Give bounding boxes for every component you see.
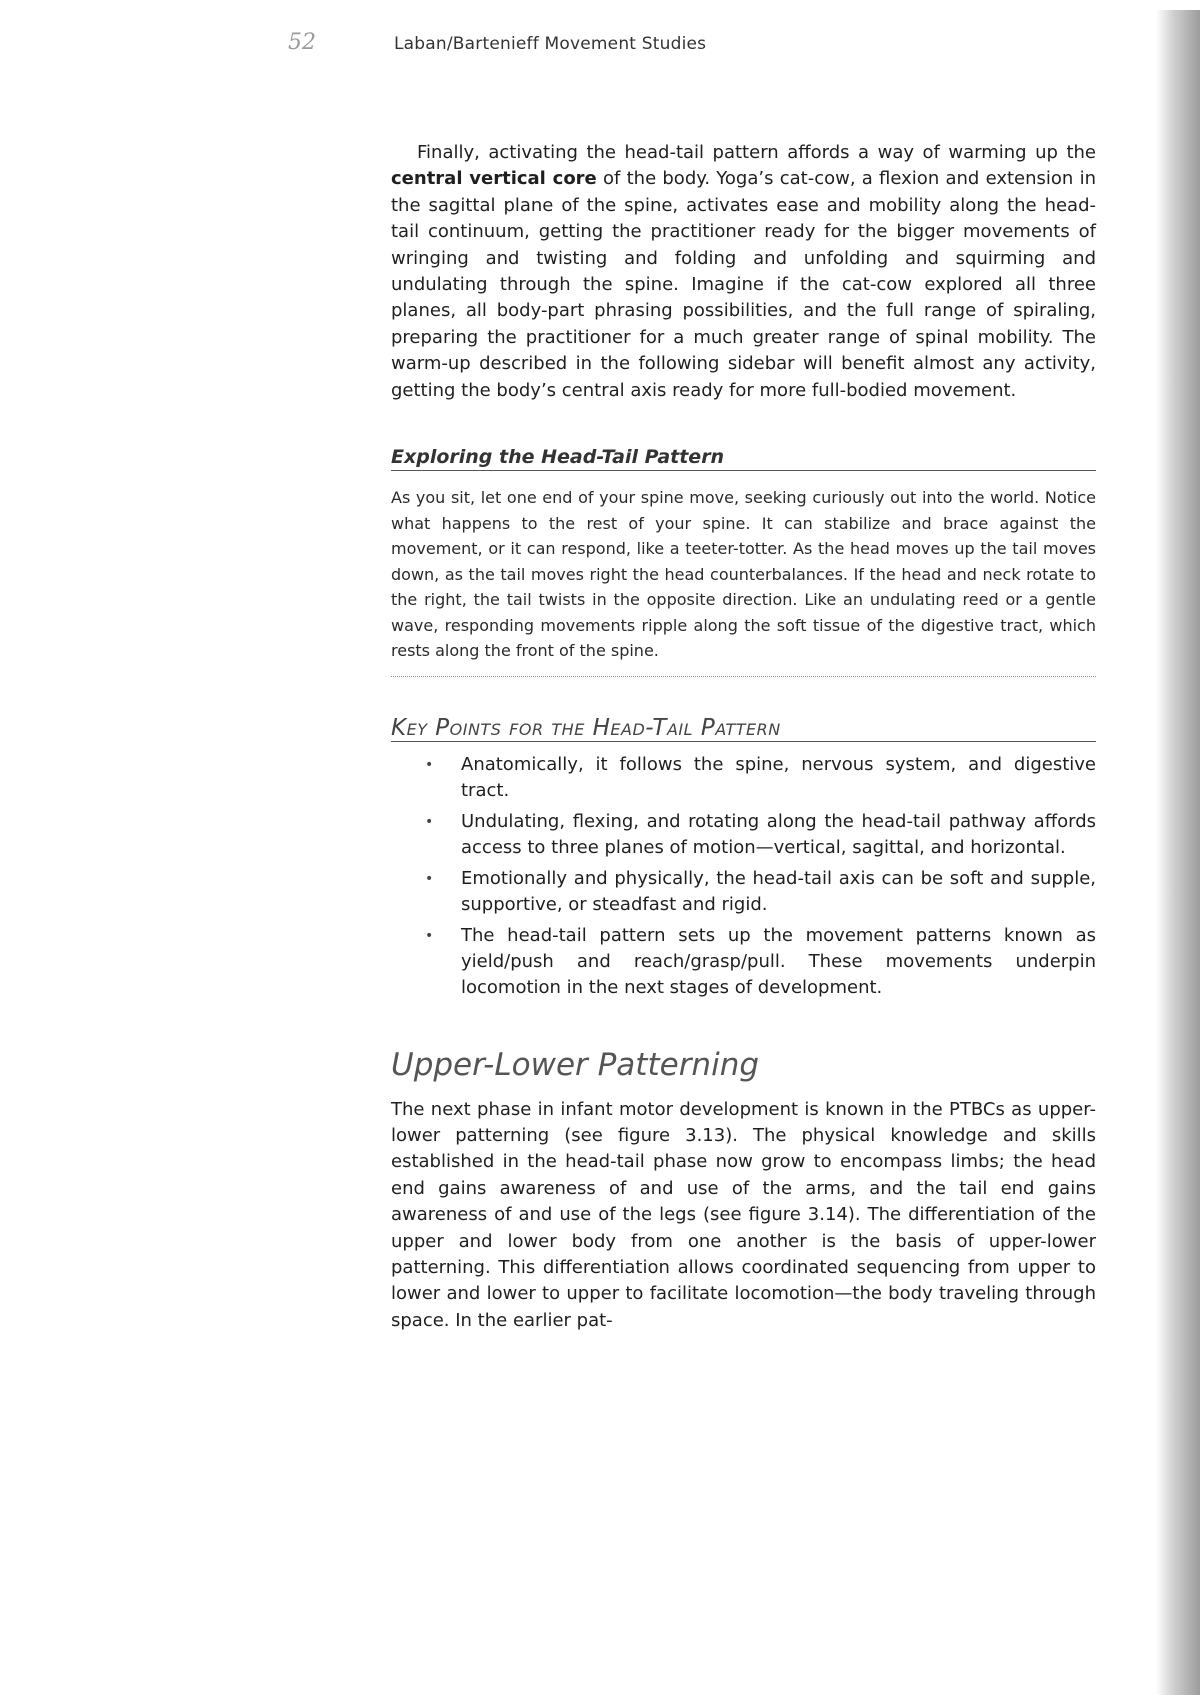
intro-text-rest: of the body. Yoga’s cat-cow, a flexion and extension in the sagittal plane of the spine, activates ease and mobility along the head-tail continuum, getting the practitioner ready for the bigger movements of wringing and twisting and folding and unfolding and squirming and undulating through the spine. Imagine if the cat-cow explored all three planes, all body-part phrasing possibilities, and the full range of spiraling, preparing the practitioner for a much greater range of spinal mobility. The warm-up described in the following sidebar will benefit almost any activity, getting the body’s central axis ready for more full-bodied movement. bbox=[391, 168, 1096, 401]
list-item-text: Undulating, flexing, and rotating along the head-tail pathway affords access to three planes of motion—vertical, sagittal, and horizontal. bbox=[461, 810, 1096, 858]
bullet-icon: • bbox=[425, 870, 434, 887]
bullet-icon: • bbox=[425, 756, 434, 773]
key-points-list bbox=[391, 752, 1096, 1001]
list-item-text: The head-tail pattern sets up the movement patterns known as yield/push and reach/grasp/pull. These movements underpin locomotion in the next stages of development. bbox=[461, 924, 1096, 998]
sidebar bbox=[391, 446, 1096, 677]
list-item bbox=[425, 866, 1096, 918]
page-number: 52 bbox=[288, 30, 316, 55]
section-paragraph: The next phase in infant motor development is known in the PTBCs as upper-lower patterning (see figure 3.13). The physical knowledge and skills established in the head-tail phase now grow to encompass limbs; the head end gains awareness of and use of the arms, and the tail end gains awareness of and use of the legs (see figure 3.14). The differentiation of the upper and lower body from one another is the basis of upper-lower patterning. This differentiation allows coordinated sequencing from upper to lower and lower to upper to facilitate locomotion—the body traveling through space. In the earlier pat- bbox=[391, 1098, 1096, 1331]
sidebar-divider bbox=[391, 676, 1096, 677]
key-points-box bbox=[391, 715, 1096, 1001]
intro-paragraph bbox=[391, 140, 1096, 404]
bullet-icon: • bbox=[425, 927, 434, 944]
list-item-text: Anatomically, it follows the spine, nervous system, and digestive tract. bbox=[461, 753, 1096, 801]
bullet-icon: • bbox=[425, 813, 434, 830]
sidebar-title: Exploring the Head-Tail Pattern bbox=[391, 446, 1096, 471]
sidebar-text: As you sit, let one end of your spine move, seeking curiously out into the world. Notice what happens to the rest of your spine. It can stabilize and brace against the movement, or it can respond, like a teeter-totter. As the head moves up the tail moves down, as the tail moves right the head counterbalances. If the head and neck rotate to the right, the tail twists in the opposite direction. Like an undulating reed or a gentle wave, responding movements ripple along the soft tissue of the digestive tract, which rests along the front of the spine. bbox=[391, 488, 1096, 661]
intro-text-start: Finally, activating the head-tail pattern affords a way of warming up the bbox=[417, 142, 1096, 163]
list-item bbox=[425, 923, 1096, 1001]
page-content bbox=[391, 140, 1096, 1334]
list-item bbox=[425, 752, 1096, 804]
list-item-text: Emotionally and physically, the head-tail axis can be soft and supple, supportive, or steadfast and rigid. bbox=[461, 867, 1096, 915]
running-head: Laban/Bartenieff Movement Studies bbox=[394, 34, 707, 54]
intro-bold-term: central vertical core bbox=[391, 168, 597, 190]
list-item bbox=[425, 809, 1096, 861]
section-heading: Upper-Lower Patterning bbox=[391, 1046, 760, 1083]
key-points-title: Key Points for the Head-Tail Pattern bbox=[391, 715, 1096, 742]
book-binding-shadow bbox=[1156, 10, 1200, 1695]
page-edge-top bbox=[1156, 0, 1200, 10]
